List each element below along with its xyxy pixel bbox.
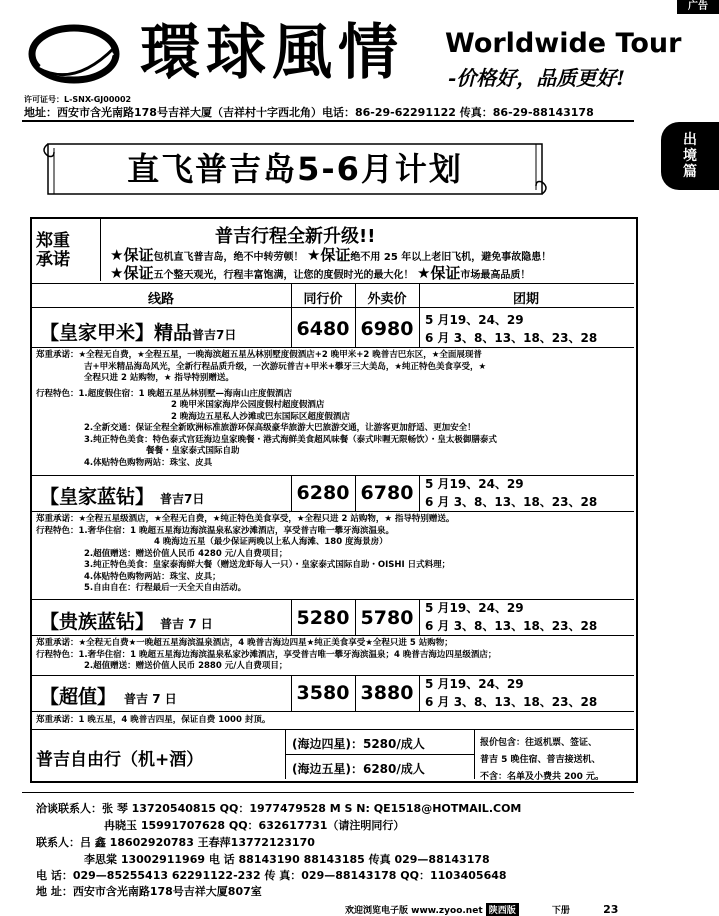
product-title: 【皇家甲米】精品 xyxy=(40,322,193,344)
guarantee-2 xyxy=(110,262,530,283)
note-line: 5.自由自在：行程最后一天全天自由活动。 xyxy=(84,583,247,593)
guarantee-text: 市场最高品质！ xyxy=(460,270,531,281)
note-line: 郑重承诺：★全程五星级酒店，★全程无自费，★纯正特色美食享受，★全程只进 2 站购物，★ 指导特别赠送。 xyxy=(36,514,455,524)
note-line: 普吉 5 晚住宿、普吉接送机、 xyxy=(480,755,601,765)
tour-dates xyxy=(425,311,597,347)
free-option-4star: (海边四星)：5280/成人 xyxy=(292,737,425,751)
product-title: 【超值】 xyxy=(40,686,117,708)
free-travel-note xyxy=(480,735,630,786)
contact-line: 洽谈联系人：张 琴 13720540815 QQ：1977479528 M S N: QE1518@HOTMAIL.COM xyxy=(36,802,522,815)
note-line: 4 晚海边五星（最少保证两晚以上私人海滩、180 度海景房） xyxy=(154,537,388,547)
section-tab-label: 出境篇 xyxy=(683,132,697,180)
note-line: 4.体贴特色购物两站：珠宝、皮具 xyxy=(84,457,213,468)
header-route: 线路 xyxy=(147,292,174,307)
product-name xyxy=(40,318,236,345)
guarantee-text: 绝不用 25 年以上老旧飞机，避免事故隐患！ xyxy=(350,252,552,263)
header-dates: 团期 xyxy=(512,292,539,307)
product-subtitle: 普吉 7 日 xyxy=(160,617,213,631)
promise-label xyxy=(36,232,96,270)
guarantee-text: 包机直飞普吉岛，绝不中转劳顿！ xyxy=(153,252,304,263)
free-travel-title: 普吉自由行（机+酒） xyxy=(36,750,204,770)
divider xyxy=(32,729,634,730)
retail-price: 5780 xyxy=(360,607,414,629)
product-notes xyxy=(36,638,496,673)
globe-logo-icon xyxy=(28,22,120,86)
page-footer xyxy=(345,903,618,916)
divider xyxy=(32,635,634,636)
note-line: 2 晚甲米国家海岸公园度假村超度假酒店 xyxy=(171,400,325,410)
product-subtitle: 普吉7日 xyxy=(192,328,237,342)
contact-line: 李思棠 13002911969 电 话 88143190 88143185 传真 029—88143178 xyxy=(84,853,490,866)
product-title: 【贵族蓝钻】 xyxy=(40,611,155,633)
product-notes xyxy=(36,514,454,595)
header-divider xyxy=(22,120,634,122)
note-line: 报价包含：往返机票、签证、 xyxy=(480,738,598,748)
tour-dates-may: 5 月19、24、29 xyxy=(425,601,524,615)
divider xyxy=(285,754,475,755)
note-line: 行程特色：1.奢华住宿：1 晚超五星海边海滨温泉私家沙滩酒店，享受普吉唯一攀牙海滨温泉。 xyxy=(36,525,395,536)
note-line: 郑重承诺：1 晚五星，4 晚普吉四星，保证自费 1000 封顶。 xyxy=(36,715,271,725)
tour-dates-june: 6 月 3、8、13、18、23、28 xyxy=(425,331,598,345)
product-name xyxy=(40,682,177,709)
product-name xyxy=(40,482,204,509)
product-notes xyxy=(36,715,270,727)
divider xyxy=(32,347,634,348)
peer-price: 5280 xyxy=(296,607,350,629)
note-line: 2.超值赠送：赠送价值人民币 4280 元/人自费项目； xyxy=(84,548,288,559)
note-line: 郑重承诺：★全程无自费★一晚超五星海滨温泉酒店，4 晚普吉海边四星★纯正美食享受★全程只进 5 站购物； xyxy=(36,638,453,648)
note-line: 餐餐・皇家泰式国际自助 xyxy=(146,446,240,456)
footer-volume: 下册 xyxy=(551,906,570,916)
tour-dates-may: 5 月19、24、29 xyxy=(425,477,524,491)
product-subtitle: 普吉 7 日 xyxy=(124,692,177,706)
tour-dates-june: 6 月 3、8、13、18、23、28 xyxy=(425,619,598,633)
peer-price: 3580 xyxy=(296,682,350,704)
footer-page-number: 23 xyxy=(603,903,619,916)
divider xyxy=(32,511,634,512)
divider xyxy=(419,475,420,511)
product-title: 【皇家蓝钻】 xyxy=(40,486,155,508)
note-line: 吉+甲米精品海岛风光，全新行程品质升级，一次游玩普吉+甲米+攀牙三大美岛，★纯正特色美食享受，★ xyxy=(84,361,487,372)
upgrade-title: 普吉行程全新升级!! xyxy=(215,226,376,247)
header-peer-price: 同行价 xyxy=(303,292,343,307)
note-line: 2 晚海边五星私人沙滩或巴东国际区超度假酒店 xyxy=(171,411,350,422)
note-line: 4.体贴特色购物两站：珠宝、皮具； xyxy=(84,571,221,582)
guarantee-mark: ★保证 xyxy=(416,264,461,282)
note-line: 3.纯正特色美食：特色泰式宫廷海边皇家晚餐・港式海鲜美食超风味餐（泰式咔喱无限畅饮）・皇太极御膳泰式 xyxy=(84,434,497,445)
tour-dates xyxy=(425,599,597,635)
peer-price: 6280 xyxy=(296,482,350,504)
ad-tag: 广告 xyxy=(677,0,719,14)
retail-price: 3880 xyxy=(360,682,414,704)
product-name xyxy=(40,607,213,634)
promise-label-line1: 郑重 xyxy=(36,231,70,251)
contact-line: 冉晓玉 15991707628 QQ：632617731（请注明同行） xyxy=(104,819,405,832)
note-line: 不含：名单及小费共 200 元。 xyxy=(480,772,605,782)
contact-line: 电 话：029—85255413 62291122-232 传 真：029—88143178 QQ：1103405648 xyxy=(36,869,507,882)
peer-price: 6480 xyxy=(296,318,350,340)
guarantee-text: 五个整天观光，行程丰富饱满，让您的度假时光的最大化！ xyxy=(153,270,414,281)
tour-dates xyxy=(425,675,597,711)
tour-dates-june: 6 月 3、8、13、18、23、28 xyxy=(425,495,598,509)
free-option-5star: (海边五星)：6280/成人 xyxy=(292,762,425,776)
retail-price: 6780 xyxy=(360,482,414,504)
product-notes xyxy=(36,350,497,469)
note-line: 2.全新交通：保证全程全新欧洲标准旅游环保高级豪华旅游大巴旅游交通，让游客更加舒适、更加安全！ xyxy=(84,423,476,433)
guarantee-mark: ★保证 xyxy=(110,264,154,282)
banner-title: 直飞普吉岛5-6月计划 xyxy=(127,150,463,188)
promise-label-line2: 承诺 xyxy=(36,250,70,270)
divider xyxy=(32,307,634,308)
divider xyxy=(32,283,634,284)
tour-dates-june: 6 月 3、8、13、18、23、28 xyxy=(425,695,598,709)
note-line: 郑重承诺：★全程无自费，★全程五星，一晚海滨超五星丛林别墅度假酒店+2 晚甲米+2 晚普吉巴东区，★全面展现普 xyxy=(36,350,482,360)
divider xyxy=(419,599,420,635)
note-line: 全程只进 2 站购物，★ 指导特别赠送。 xyxy=(84,373,234,383)
product-subtitle: 普吉7日 xyxy=(160,492,205,506)
company-address: 地址：西安市含光南路178号吉祥大厦（吉祥村十字西北角）电话：86-29-62291122 传真：86-29-88143178 xyxy=(24,106,594,119)
brand-name-cn: 環球風情 xyxy=(140,18,404,88)
note-line: 2.超值赠送：赠送价值人民币 2880 元/人自费项目； xyxy=(84,661,288,671)
retail-price: 6980 xyxy=(360,318,414,340)
header-retail-price: 外卖价 xyxy=(367,292,407,307)
tour-dates-may: 5 月19、24、29 xyxy=(425,313,524,327)
section-tab-outbound xyxy=(661,122,719,190)
note-line: 行程特色：1.奢华住宿：1 晚超五星海边海滨温泉私家沙滩酒店，享受普吉唯一攀牙海滨温泉；4 晚普吉海边四星级酒店； xyxy=(36,649,497,660)
footer-edition-badge: 陕西版 xyxy=(486,903,519,916)
brand-slogan: -价格好，品质更好! xyxy=(448,66,626,90)
contact-divider xyxy=(22,792,634,793)
guarantee-mark: ★保证 xyxy=(306,246,351,264)
divider xyxy=(100,219,101,281)
contact-line: 联系人：吕 鑫 18602920783 王春萍13772123170 xyxy=(36,836,315,849)
license-number: 许可证号：L-SNX-GJ00002 xyxy=(24,95,132,104)
guarantee-mark: ★保证 xyxy=(110,246,154,264)
brand-name-en: Worldwide Tour xyxy=(445,28,682,59)
divider xyxy=(32,711,634,712)
divider xyxy=(419,675,420,711)
divider xyxy=(419,283,420,347)
tour-dates-may: 5 月19、24、29 xyxy=(425,677,524,691)
tour-dates xyxy=(425,475,597,511)
footer-website: 欢迎浏览电子版 www.zyoo.net xyxy=(345,906,483,916)
note-line: 行程特色：1.超度假住宿：1 晚超五星丛林别墅—海南山庄度假酒店 xyxy=(36,388,293,399)
note-line: 3.纯正特色美食：皇家泰海鲜大餐（赠送龙虾每人一只）・皇家泰式国际自助・OISHI 日式料理； xyxy=(84,560,451,570)
contact-line: 地 址：西安市含光南路178号吉祥大厦807室 xyxy=(36,885,262,898)
